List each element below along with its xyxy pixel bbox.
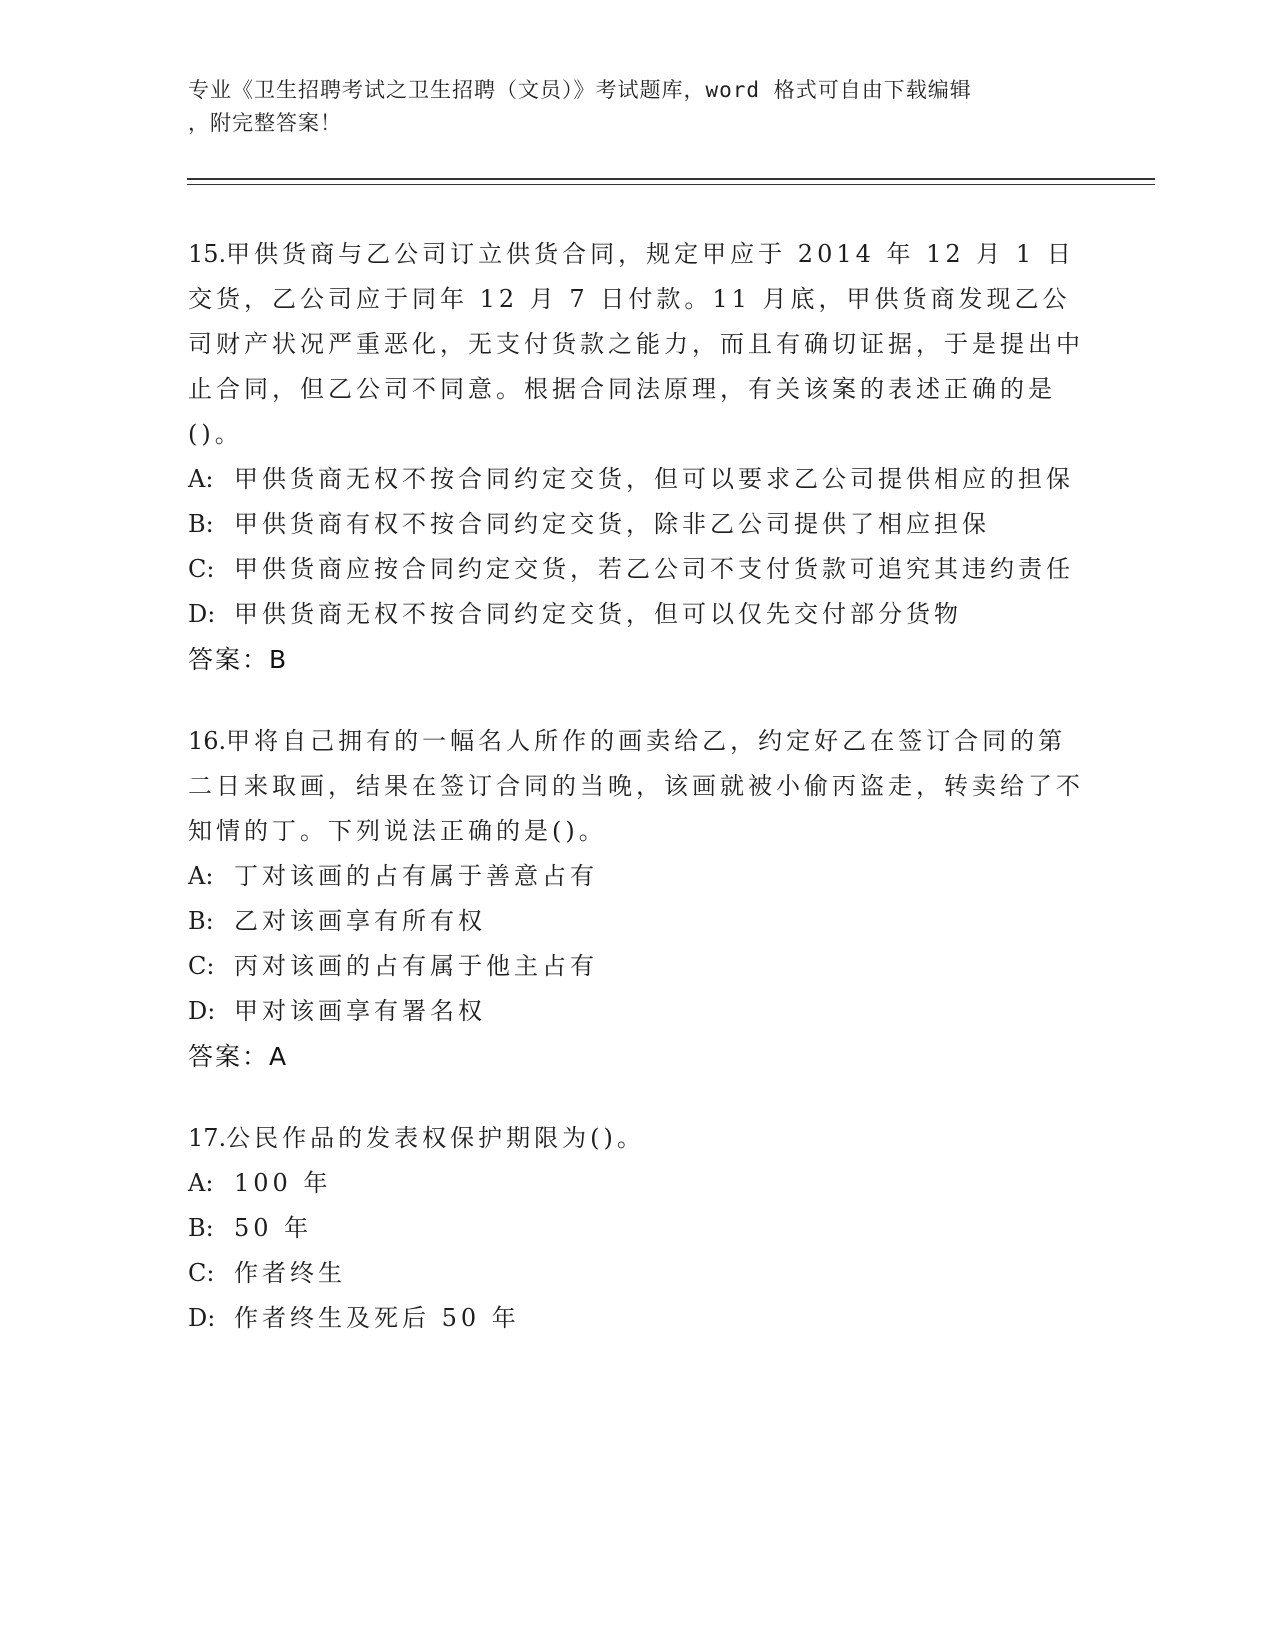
option-b <box>188 899 1088 944</box>
header-divider-double <box>187 184 1155 185</box>
option-d <box>188 989 1088 1034</box>
option-d <box>188 592 1088 637</box>
option-c <box>188 944 1088 989</box>
option-text: 甲供货商应按合同约定交货，若乙公司不支付货款可追究其违约责任 <box>234 555 1074 583</box>
question-number: 17. <box>188 1124 227 1152</box>
option-key: B: <box>188 1214 214 1242</box>
option-c <box>188 1251 1088 1296</box>
option-key: A: <box>188 862 214 890</box>
option-key: D: <box>188 997 216 1025</box>
question-17 <box>188 1116 1088 1341</box>
option-text: 甲供货商有权不按合同约定交货，除非乙公司提供了相应担保 <box>234 510 990 538</box>
question-15 <box>188 232 1088 682</box>
option-text: 甲供货商无权不按合同约定交货，但可以仅先交付部分货物 <box>234 600 962 628</box>
question-text: 甲将自己拥有的一幅名人所作的画卖给乙，约定好乙在签订合同的第二日来取画，结果在签订合同的当晚，该画就被小偷丙盗走，转卖给了不知情的丁。下列说法正确的是()。 <box>188 727 1084 845</box>
option-b <box>188 502 1088 547</box>
option-key: D: <box>188 600 216 628</box>
answer-line: 答案：A <box>188 1042 289 1071</box>
option-key: C: <box>188 1259 215 1287</box>
answer-line: 答案：B <box>188 645 289 674</box>
header-line-1: 专业《卫生招聘考试之卫生招聘（文员）》考试题库，word 格式可自由下载编辑 <box>188 78 972 102</box>
option-c <box>188 547 1088 592</box>
option-d <box>188 1296 1088 1341</box>
header-divider <box>187 178 1155 180</box>
option-a <box>188 457 1088 502</box>
option-text: 甲供货商无权不按合同约定交货，但可以要求乙公司提供相应的担保 <box>234 465 1074 493</box>
question-stem <box>188 1116 1088 1161</box>
option-text: 50 年 <box>234 1214 313 1242</box>
question-16 <box>188 719 1088 1079</box>
question-stem <box>188 719 1088 854</box>
question-number: 16. <box>188 727 227 755</box>
option-key: C: <box>188 555 215 583</box>
option-text: 丁对该画的占有属于善意占有 <box>234 862 598 890</box>
option-key: B: <box>188 907 214 935</box>
option-key: B: <box>188 510 214 538</box>
option-text: 100 年 <box>234 1169 332 1197</box>
header-line-2: ，附完整答案！ <box>188 111 342 135</box>
question-list <box>188 232 1088 1378</box>
document-header <box>188 74 1068 140</box>
question-number: 15. <box>188 240 227 268</box>
option-key: A: <box>188 1169 214 1197</box>
option-key: C: <box>188 952 215 980</box>
question-text: 甲供货商与乙公司订立供货合同，规定甲应于 2014 年 12 月 1 日交货，乙公司应于同年 12 月 7 日付款。11 月底，甲供货商发现乙公司财产状况严重恶化，无支付货款之能力，而且有确切证据，于是提出中止合同，但乙公司不同意。根据合同法原理，有关该案的表述正确的是()。 <box>188 240 1084 448</box>
option-text: 作者终生 <box>234 1259 346 1287</box>
option-b <box>188 1206 1088 1251</box>
option-text: 甲对该画享有署名权 <box>234 997 486 1025</box>
option-text: 丙对该画的占有属于他主占有 <box>234 952 598 980</box>
option-text: 作者终生及死后 50 年 <box>234 1304 520 1332</box>
option-a <box>188 854 1088 899</box>
option-key: A: <box>188 465 214 493</box>
question-text: 公民作品的发表权保护期限为()。 <box>226 1124 645 1152</box>
option-a <box>188 1161 1088 1206</box>
option-key: D: <box>188 1304 216 1332</box>
option-text: 乙对该画享有所有权 <box>234 907 486 935</box>
question-stem <box>188 232 1088 457</box>
